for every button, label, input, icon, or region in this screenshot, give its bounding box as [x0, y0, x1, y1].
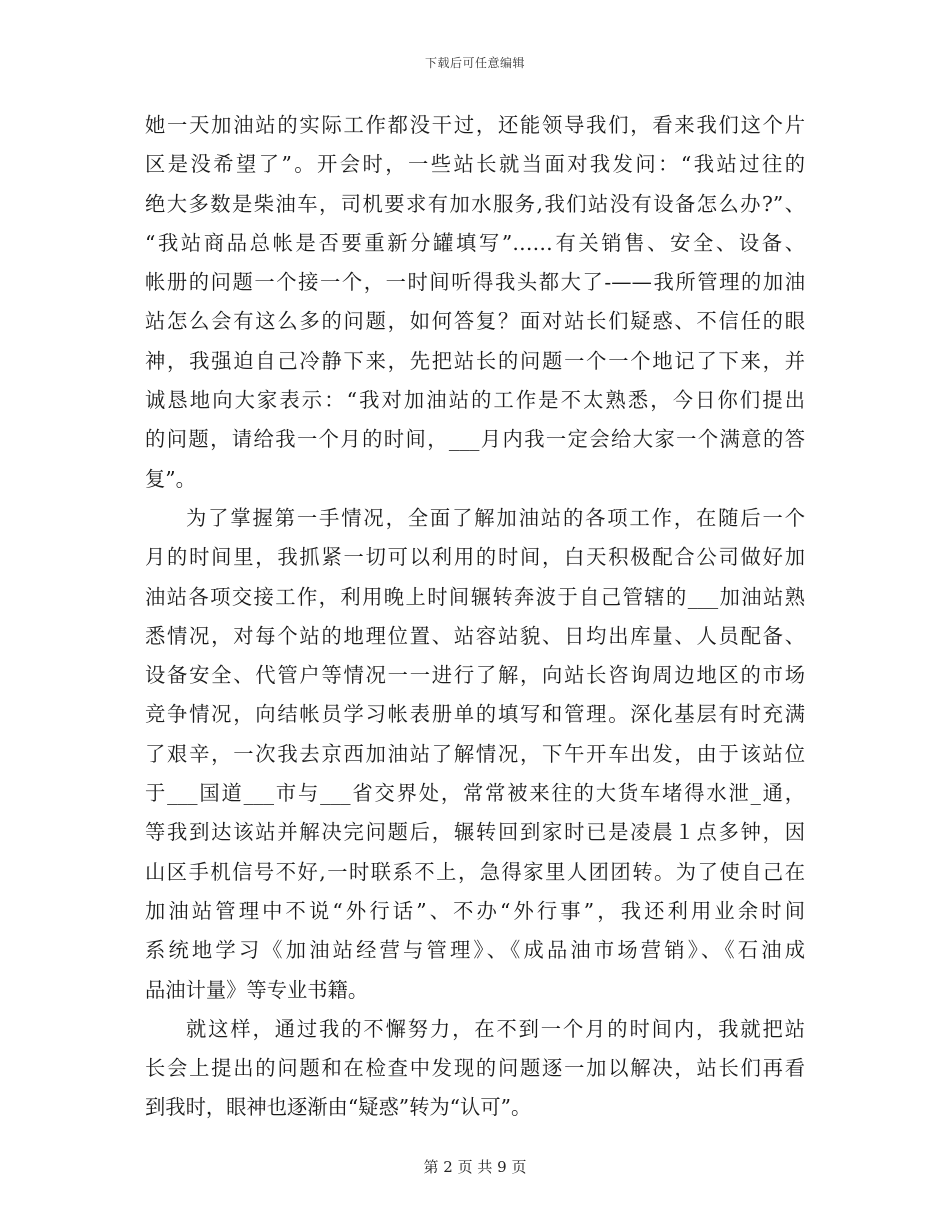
- text-line: 的问题，请给我一个月的时间，___月内我一定会给大家一个满意的答: [145, 427, 805, 452]
- text-line: 神，我强迫自己冷静下来，先把站长的问题一个一个地记了下来，并: [145, 348, 805, 373]
- page-number: 第 2 页 共 9 页: [423, 1158, 527, 1176]
- text-line: 悉情况，对每个站的地理位置、站容站貌、日均出库量、人员配备、: [145, 623, 805, 648]
- text-line: 加油站管理中不说“外行话”、不办“外行事”，我还利用业余时间: [145, 898, 805, 923]
- text-line: 帐册的问题一个接一个，一时间听得我头都大了-——我所管理的加油: [145, 270, 805, 295]
- text-line: 山区手机信号不好,一时联系不上，急得家里人团团转。为了使自己在: [145, 859, 805, 884]
- text-line: 就这样，通过我的不懈努力，在不到一个月的时间内，我就把站: [186, 1016, 805, 1041]
- text-line: 设备安全、代管户等情况一一进行了解，向站长咨询周边地区的市场: [145, 663, 805, 688]
- paragraph: [145, 499, 805, 1010]
- text-line: 到我时，眼神也逐渐由“疑惑”转为“认可”。: [145, 1095, 532, 1120]
- text-line: 长会上提出的问题和在检查中发现的问题逐一加以解决，站长们再看: [145, 1056, 805, 1081]
- text-line: 复”。: [145, 466, 196, 491]
- paragraph: [145, 106, 805, 499]
- text-line: “我站商品总帐是否要重新分罐填写”……有关销售、安全、设备、: [145, 230, 805, 255]
- text-line: 站怎么会有这么多的问题，如何答复？面对站长们疑惑、不信任的眼: [145, 309, 805, 334]
- text-line: 等我到达该站并解决完问题后，辗转回到家时已是凌晨１点多钟，因: [145, 820, 805, 845]
- text-line: 为了掌握第一手情况，全面了解加油站的各项工作，在随后一个: [186, 505, 805, 530]
- document-body: [145, 106, 805, 1128]
- text-line: 区是没希望了”。开会时，一些站长就当面对我发问：“我站过往的: [145, 152, 805, 177]
- paragraph: [145, 1010, 805, 1128]
- page-header: 下载后可任意编辑: [424, 56, 525, 70]
- text-line: 品油计量》等专业书籍。: [145, 977, 369, 1002]
- text-line: 竞争情况，向结帐员学习帐表册单的填写和管理。深化基层有时充满: [145, 702, 805, 727]
- text-line: 她一天加油站的实际工作都没干过，还能领导我们，看来我们这个片: [145, 113, 805, 137]
- text-line: 系统地学习《加油站经营与管理》、《成品油市场营销》、《石油成: [145, 938, 805, 963]
- text-line: 油站各项交接工作，利用晚上时间辗转奔波于自己管辖的___加油站熟: [145, 584, 805, 609]
- text-line: 月的时间里，我抓紧一切可以利用的时间，白天积极配合公司做好加: [145, 545, 805, 570]
- text-line: 于___国道___市与___省交界处，常常被来往的大货车堵得水泄_通，: [145, 781, 805, 806]
- text-line: 诚恳地向大家表示：“我对加油站的工作是不太熟悉，今日你们提出: [145, 388, 805, 413]
- text-line: 了艰辛，一次我去京西加油站了解情况，下午开车出发，由于该站位: [145, 741, 805, 766]
- text-line: 绝大多数是柴油车，司机要求有加水服务,我们站没有设备怎么办?”、: [145, 191, 805, 216]
